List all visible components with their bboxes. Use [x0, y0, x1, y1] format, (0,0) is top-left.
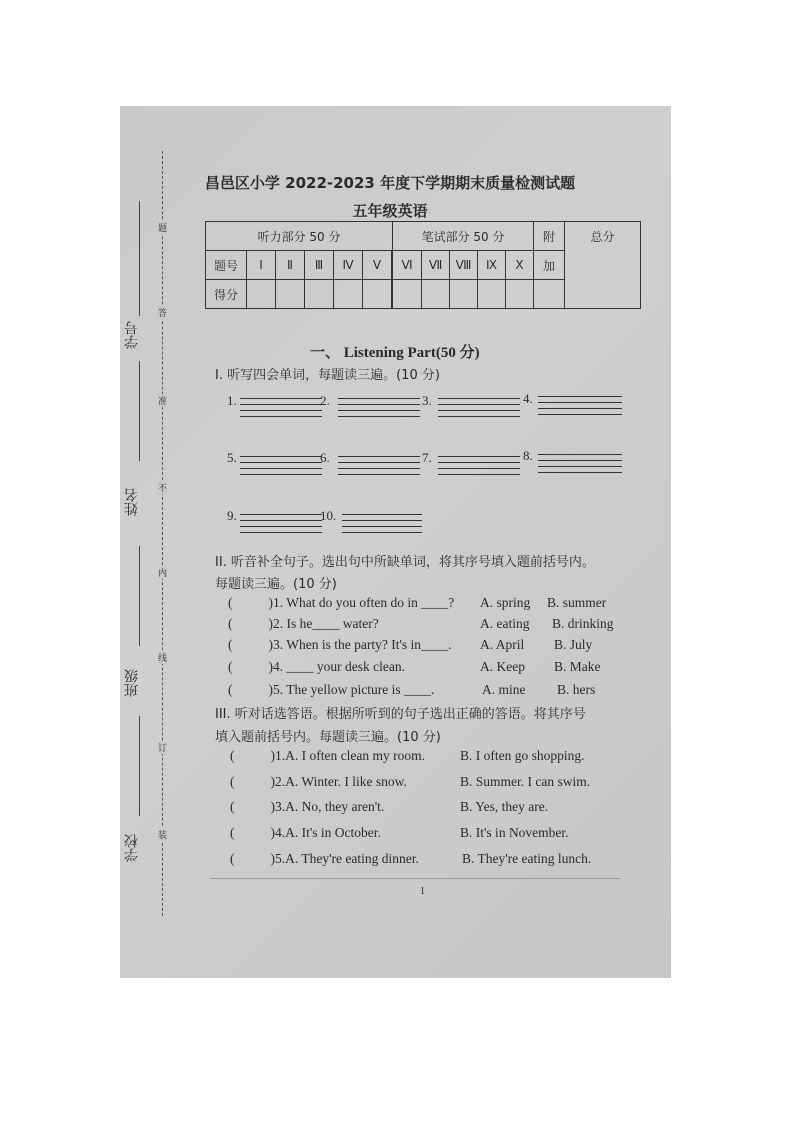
option-b: B. Make — [554, 659, 601, 674]
total-label: 总分 — [590, 230, 615, 244]
writing-lines-3[interactable] — [438, 398, 520, 424]
section3-item: ( )4.A. It's in October. — [230, 825, 381, 840]
writing-lines-7[interactable] — [438, 456, 520, 482]
section2-item: ( )2. Is he____ water? — [228, 616, 379, 631]
cut-char: 线 — [158, 651, 167, 664]
score-cell[interactable] — [334, 280, 363, 309]
writing-lines-2[interactable] — [338, 398, 420, 424]
part-title: 一、 Listening Part(50 分) — [310, 345, 480, 361]
name-label: 姓名 — [124, 488, 140, 516]
section-num: Ⅲ — [305, 251, 334, 280]
option-a: 3.A. No, they aren't. — [275, 799, 385, 814]
item-number: 1. — [227, 393, 237, 408]
section2-item: ( )1. What do you often do in ____? — [228, 595, 455, 610]
score-cell[interactable] — [393, 280, 422, 309]
option-b: B. It's in November. — [460, 825, 569, 840]
item-number: 7. — [422, 450, 432, 465]
section-num: Ⅷ — [450, 251, 478, 280]
section-num: Ⅸ — [478, 251, 506, 280]
section2-item: ( )4. ____ your desk clean. — [228, 659, 405, 674]
option-b: B. drinking — [552, 616, 614, 631]
question-text: 4. ____ your desk clean. — [273, 659, 405, 674]
option-b: B. They're eating lunch. — [462, 851, 592, 866]
option-a: A. Keep — [480, 659, 525, 674]
cut-char: 答 — [158, 306, 167, 319]
option-a: A. mine — [482, 682, 526, 697]
section3-item: ( )2.A. Winter. I like snow. — [230, 774, 407, 789]
writing-lines-9[interactable] — [240, 514, 322, 540]
row-label-num: 题号 — [206, 251, 247, 280]
option-a: A. spring — [480, 595, 531, 610]
student-id-label: 学号 — [124, 321, 140, 349]
divider — [210, 878, 620, 879]
section-num: Ⅰ — [247, 251, 276, 280]
bonus-label-top: 附 — [534, 222, 565, 251]
option-b: B. hers — [557, 682, 596, 697]
option-b: B. Yes, they are. — [460, 799, 549, 814]
option-a: A. April — [480, 637, 525, 652]
item-number: 8. — [523, 448, 533, 463]
option-a: A. eating — [480, 616, 530, 631]
item-number: 4. — [523, 391, 533, 406]
writing-lines-5[interactable] — [240, 456, 322, 482]
section2-heading-2: 每题读三遍。(10 分) — [215, 577, 337, 592]
exam-paper-photo — [120, 106, 671, 978]
score-cell[interactable] — [276, 280, 305, 309]
score-cell[interactable] — [450, 280, 478, 309]
section2-heading-1: II. 听音补全句子。选出句中所缺单词，将其序号填入题前括号内。 — [215, 555, 595, 570]
score-cell[interactable] — [534, 280, 565, 309]
section3-heading-2: 填入题前括号内。每题读三遍。(10 分) — [215, 730, 441, 745]
score-cell[interactable] — [478, 280, 506, 309]
question-text: 5. The yellow picture is ____. — [273, 682, 435, 697]
item-number: 3. — [422, 393, 432, 408]
listening-header: 听力部分 50 分 — [206, 222, 393, 251]
section-num: Ⅳ — [334, 251, 363, 280]
score-table — [205, 221, 641, 309]
cut-char: 不 — [158, 481, 167, 494]
section2-item: ( )3. When is the party? It's in____. — [228, 637, 452, 652]
option-b: B. I often go shopping. — [460, 748, 585, 763]
name-line[interactable] — [139, 361, 140, 461]
section-num: Ⅵ — [393, 251, 422, 280]
question-text: 3. When is the party? It's in____. — [273, 637, 452, 652]
total-score-cell[interactable] — [565, 222, 641, 309]
item-number: 10. — [320, 508, 337, 523]
writing-header: 笔试部分 50 分 — [393, 222, 534, 251]
item-number: 6. — [320, 450, 330, 465]
cut-char: 装 — [158, 828, 167, 841]
cut-char: 题 — [158, 221, 167, 234]
question-text: 2. Is he____ water? — [273, 616, 379, 631]
exam-title: 昌邑区小学 2022-2023 年度下学期期末质量检测试题 — [204, 174, 576, 192]
section2-item: ( )5. The yellow picture is ____. — [228, 682, 435, 697]
writing-lines-6[interactable] — [338, 456, 420, 482]
option-b: B. July — [554, 637, 593, 652]
item-number: 5. — [227, 450, 237, 465]
option-a: 2.A. Winter. I like snow. — [275, 774, 407, 789]
item-number: 9. — [227, 508, 237, 523]
score-cell[interactable] — [305, 280, 334, 309]
writing-lines-4[interactable] — [538, 396, 622, 422]
score-cell[interactable] — [363, 280, 392, 309]
option-a: 4.A. It's in October. — [275, 825, 381, 840]
section3-item: ( )1.A. I often clean my room. — [230, 748, 425, 763]
cut-char: 订 — [158, 741, 167, 754]
section3-heading-1: III. 听对话选答语。根据所听到的句子选出正确的答语。将其序号 — [215, 707, 586, 722]
section-num: Ⅹ — [506, 251, 534, 280]
class-line[interactable] — [139, 546, 140, 646]
page-number: 1 — [420, 886, 425, 897]
option-a: 1.A. I often clean my room. — [275, 748, 425, 763]
question-text: 1. What do you often do in ____? — [273, 595, 455, 610]
school-line[interactable] — [139, 716, 140, 816]
row-label-score: 得分 — [206, 280, 247, 309]
student-id-line[interactable] — [139, 201, 140, 316]
writing-lines-1[interactable] — [240, 398, 322, 424]
section-num: Ⅱ — [276, 251, 305, 280]
section1-heading: Ⅰ. 听写四会单词，每题读三遍。(10 分) — [215, 368, 440, 383]
cut-char: 内 — [158, 566, 167, 579]
item-number: 2. — [320, 393, 330, 408]
section-num: Ⅴ — [363, 251, 392, 280]
score-cell[interactable] — [506, 280, 534, 309]
section3-item: ( )3.A. No, they aren't. — [230, 799, 385, 814]
option-b: B. Summer. I can swim. — [460, 774, 591, 789]
class-label: 班级 — [124, 669, 140, 697]
section-num: Ⅶ — [422, 251, 450, 280]
cut-char: 准 — [158, 394, 167, 407]
exam-subtitle: 五年级英语 — [352, 202, 428, 220]
section3-item: ( )5.A. They're eating dinner. — [230, 851, 419, 866]
bonus-label-bottom: 加 — [534, 251, 565, 280]
option-b: B. summer — [547, 595, 607, 610]
option-a: 5.A. They're eating dinner. — [275, 851, 419, 866]
score-cell[interactable] — [422, 280, 450, 309]
school-label: 学校 — [124, 834, 140, 862]
score-cell[interactable] — [247, 280, 276, 309]
writing-lines-10[interactable] — [342, 514, 422, 540]
binding-dashed-line — [162, 151, 163, 916]
writing-lines-8[interactable] — [538, 454, 622, 480]
